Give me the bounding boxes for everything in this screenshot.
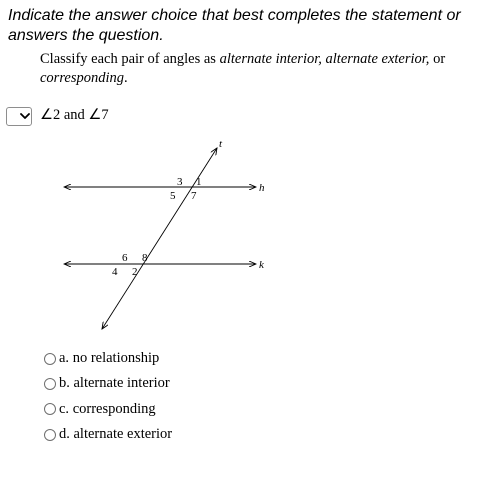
choice-a[interactable] [44, 346, 172, 371]
question-suffix: . [124, 70, 128, 86]
angle-label-6: 6 [122, 252, 128, 264]
choice-d[interactable] [44, 422, 172, 447]
choice-b[interactable] [44, 371, 172, 396]
choice-c[interactable] [44, 397, 172, 422]
question-text [40, 50, 477, 88]
term-alternate-interior: alternate interior, [219, 51, 322, 67]
radio-button[interactable] [44, 429, 56, 441]
radio-button[interactable] [44, 353, 56, 365]
instructions-text: Indicate the answer choice that best completes the statement or answers the question. [8, 7, 461, 44]
angle-label-4: 4 [112, 266, 118, 278]
choice-label [59, 401, 156, 418]
question-separator-or: or [429, 51, 446, 67]
choice-text: no relationship [72, 350, 160, 367]
angle-label-3: 3 [177, 176, 183, 188]
choice-label [59, 350, 159, 367]
parallel-lines-diagram [50, 130, 280, 335]
answer-choices [44, 346, 172, 447]
choice-letter: b. [59, 375, 70, 392]
choice-text: alternate interior [73, 375, 170, 392]
question-prefix: Classify each pair of angles as [40, 51, 220, 67]
angle-label-2: 2 [132, 266, 138, 278]
answer-select[interactable] [6, 107, 32, 126]
choice-letter: a. [59, 350, 70, 367]
angle-label-5: 5 [170, 190, 176, 202]
choice-letter: d. [59, 426, 70, 443]
chevron-down-icon [20, 113, 30, 120]
radio-button[interactable] [44, 378, 56, 390]
choice-letter: c. [59, 400, 70, 417]
choice-text: corresponding [72, 400, 156, 417]
term-alternate-exterior: alternate exterior, [325, 51, 430, 67]
label-k: k [259, 259, 264, 271]
label-h: h [259, 182, 265, 194]
choice-label [59, 426, 172, 443]
angle-label-7: 7 [191, 190, 197, 202]
term-corresponding: corresponding [40, 70, 125, 86]
angle-label-8: 8 [142, 252, 148, 264]
choice-label [59, 375, 170, 392]
angle-pair-label: ∠2 and ∠7 [40, 107, 109, 123]
label-t: t [219, 138, 223, 150]
choice-text: alternate exterior [73, 426, 173, 443]
angle-label-1: 1 [196, 176, 202, 188]
radio-button[interactable] [44, 403, 56, 415]
